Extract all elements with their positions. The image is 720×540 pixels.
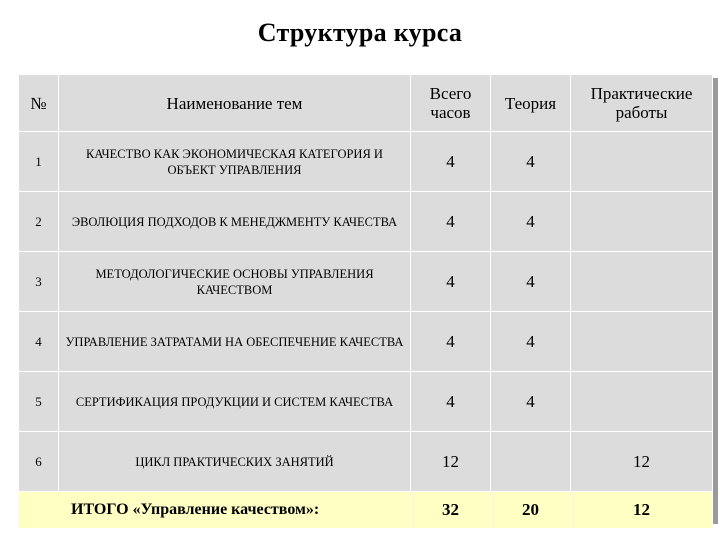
header-num: № — [19, 75, 59, 132]
total-practice-hours: 12 — [571, 492, 713, 529]
table-row — [19, 372, 713, 432]
row-topic: МЕТОДОЛОГИЧЕСКИЕ ОСНОВЫ УПРАВЛЕНИЯ КАЧЕСТВОМ — [59, 252, 411, 312]
row-num: 3 — [19, 252, 59, 312]
row-num: 1 — [19, 132, 59, 192]
row-theory-hours: 4 — [491, 312, 571, 372]
row-topic: ЭВОЛЮЦИЯ ПОДХОДОВ К МЕНЕДЖМЕНТУ КАЧЕСТВА — [59, 192, 411, 252]
row-practice-hours — [571, 372, 713, 432]
row-theory-hours — [491, 432, 571, 492]
row-num: 6 — [19, 432, 59, 492]
row-theory-hours: 4 — [491, 132, 571, 192]
row-total-hours: 4 — [411, 372, 491, 432]
row-total-hours: 4 — [411, 252, 491, 312]
page-title: Структура курса — [257, 18, 463, 47]
table-row — [19, 132, 713, 192]
header-theory: Теория — [491, 75, 571, 132]
row-total-hours: 4 — [411, 132, 491, 192]
row-theory-hours: 4 — [491, 372, 571, 432]
header-total: Всего часов — [411, 75, 491, 132]
table-row — [19, 312, 713, 372]
row-num: 4 — [19, 312, 59, 372]
row-practice-hours — [571, 192, 713, 252]
row-topic: ЦИКЛ ПРАКТИЧЕСКИХ ЗАНЯТИЙ — [59, 432, 411, 492]
header-row — [19, 75, 713, 132]
row-practice-hours — [571, 132, 713, 192]
row-total-hours: 4 — [411, 192, 491, 252]
table-row — [19, 432, 713, 492]
row-total-hours: 12 — [411, 432, 491, 492]
row-topic: УПРАВЛЕНИЕ ЗАТРАТАМИ НА ОБЕСПЕЧЕНИЕ КАЧЕСТВА — [59, 312, 411, 372]
row-topic: СЕРТИФИКАЦИЯ ПРОДУКЦИИ И СИСТЕМ КАЧЕСТВА — [59, 372, 411, 432]
row-total-hours: 4 — [411, 312, 491, 372]
row-num: 2 — [19, 192, 59, 252]
table-row — [19, 252, 713, 312]
total-theory-hours: 20 — [491, 492, 571, 529]
row-practice-hours — [571, 252, 713, 312]
total-row — [19, 492, 713, 529]
row-theory-hours: 4 — [491, 252, 571, 312]
total-label: ИТОГО «Управление качеством»: — [19, 492, 411, 529]
row-theory-hours: 4 — [491, 192, 571, 252]
total-hours: 32 — [411, 492, 491, 529]
row-practice-hours: 12 — [571, 432, 713, 492]
row-num: 5 — [19, 372, 59, 432]
header-name: Наименование тем — [59, 75, 411, 132]
table-row — [19, 192, 713, 252]
row-topic: КАЧЕСТВО КАК ЭКОНОМИЧЕСКАЯ КАТЕГОРИЯ И ОБЪЕКТ УПРАВЛЕНИЯ — [59, 132, 411, 192]
header-practice: Практические работы — [571, 75, 713, 132]
course-structure-table — [18, 74, 713, 529]
row-practice-hours — [571, 312, 713, 372]
